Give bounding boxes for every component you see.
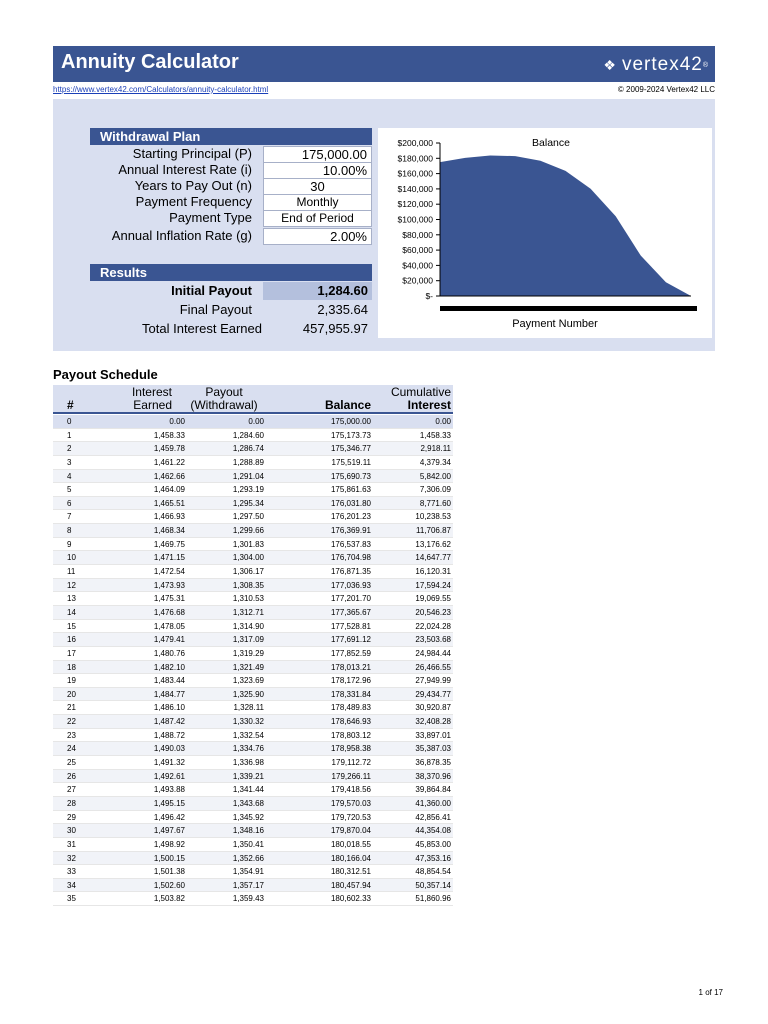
table-row [53,688,453,702]
balance-cell: 175,861.63 [330,485,371,495]
cumulative-interest-cell: 29,434.77 [415,689,451,699]
schedule-header [53,385,453,414]
balance-cell: 177,852.59 [330,648,371,658]
interest-earned-cell: 1,502.60 [153,880,185,890]
payout-cell: 1,321.49 [232,662,264,672]
row-number: 15 [67,621,76,631]
y-tick-label: $140,000 [397,183,433,194]
row-number: 31 [67,839,76,849]
payout-cell: 1,301.83 [232,539,264,549]
cumulative-interest-cell: 24,984.44 [415,648,451,658]
cumulative-interest-cell: 22,024.28 [415,621,451,631]
row-number: 27 [67,785,76,795]
balance-cell: 177,528.81 [330,621,371,631]
interest-earned-cell: 1,465.51 [153,498,185,508]
payout-cell: 1,330.32 [232,717,264,727]
balance-cell: 178,331.84 [330,689,371,699]
cumulative-interest-cell: 8,771.60 [419,498,451,508]
interest-earned-cell: 1,491.32 [153,758,185,768]
balance-cell: 179,112.72 [331,758,371,768]
interest-earned-cell: 1,475.31 [153,594,185,604]
cumulative-interest-cell: 1,458.33 [419,430,451,440]
balance-cell: 179,418.56 [330,785,371,795]
interest-earned-cell: 1,483.44 [153,676,185,686]
payout-cell: 1,357.17 [232,880,264,890]
balance-cell: 176,704.98 [330,553,371,563]
payout-cell: 1,339.21 [232,771,264,781]
cumulative-interest-cell: 41,360.00 [415,798,451,808]
row-number: 7 [67,512,72,522]
logo-mark-icon: ❖ [603,56,616,73]
cumulative-interest-cell: 11,706.87 [416,526,451,536]
balance-chart [378,128,712,338]
payment-type-label: Payment Type [169,210,252,225]
row-number: 24 [67,744,76,754]
interest-earned-cell: 1,459.78 [153,444,185,454]
table-row [53,620,453,634]
row-number: 35 [67,894,76,904]
interest-earned-cell: 1,498.92 [153,839,185,849]
payout-cell: 1,328.11 [233,703,264,713]
balance-cell: 175,000.00 [330,417,371,426]
payment-frequency-label: Payment Frequency [135,194,252,209]
cumulative-interest-cell: 7,306.09 [419,485,451,495]
payout-cell: 1,341.44 [232,785,264,795]
col-header-payout-bottom: (Withdrawal) [190,398,258,412]
balance-cell: 180,457.94 [330,880,371,890]
payout-cell: 1,317.09 [232,635,264,645]
starting-principal-label: Starting Principal (P) [132,146,252,161]
cumulative-interest-cell: 16,120.31 [415,567,451,577]
cumulative-interest-cell: 17,594.24 [415,580,451,590]
interest-earned-cell: 0.00 [169,417,185,426]
payout-cell: 1,325.90 [232,689,264,699]
row-number: 29 [67,812,76,822]
row-number: 9 [67,539,72,549]
table-row [53,811,453,825]
row-number: 10 [67,553,76,563]
col-header-number: # [67,398,74,412]
interest-earned-cell: 1,466.93 [153,512,185,522]
cumulative-interest-cell: 0.00 [435,417,451,426]
balance-cell: 178,013.21 [330,662,371,672]
table-row [53,483,453,497]
payout-cell: 1,314.90 [232,621,264,631]
y-tick-label: $40,000 [402,260,433,271]
row-number: 11 [67,567,76,577]
table-row [53,756,453,770]
table-row [53,592,453,606]
table-row [53,783,453,797]
table-row [53,429,453,443]
interest-earned-cell: 1,501.38 [153,867,185,877]
balance-cell: 178,646.93 [330,717,371,727]
interest-rate-label: Annual Interest Rate (i) [118,162,252,177]
cumulative-interest-cell: 44,354.08 [415,826,451,836]
row-number: 14 [67,607,76,617]
balance-cell: 175,346.77 [330,444,371,454]
payout-schedule-title: Payout Schedule [53,367,158,382]
row-number: 32 [67,853,76,863]
row-number: 28 [67,798,76,808]
row-number: 8 [67,526,72,536]
interest-earned-cell: 1,488.72 [153,730,185,740]
calculator-url-link[interactable]: https://www.vertex42.com/Calculators/annuity-calculator.html [53,85,269,94]
col-header-cumulative-bottom: Interest [407,398,451,412]
payout-cell: 1,350.41 [232,839,264,849]
balance-cell: 180,312.51 [330,867,371,877]
table-row [53,879,453,893]
balance-cell: 177,365.67 [330,607,371,617]
table-row [53,852,453,866]
balance-cell: 175,690.73 [330,471,371,481]
row-number: 6 [67,498,72,508]
interest-earned-cell: 1,461.22 [153,457,185,467]
interest-earned-cell: 1,464.09 [153,485,185,495]
interest-earned-cell: 1,473.93 [153,580,185,590]
payout-cell: 1,336.98 [232,758,264,768]
payout-cell: 1,345.92 [232,812,264,822]
row-number: 17 [67,648,76,658]
interest-earned-cell: 1,493.88 [153,785,185,795]
row-number: 5 [67,485,72,495]
payout-cell: 1,308.35 [232,580,264,590]
interest-earned-cell: 1,487.42 [153,717,185,727]
final-payout-value: 2,335.64 [317,302,368,317]
cumulative-interest-cell: 51,860.96 [415,894,451,904]
cumulative-interest-cell: 13,176.62 [415,539,451,549]
row-number: 13 [67,594,76,604]
balance-chart-svg [378,128,712,338]
balance-cell: 178,489.83 [330,703,371,713]
page-number: 1 of 17 [698,988,723,997]
row-number: 0 [67,417,72,426]
col-header-interest-bottom: Earned [133,398,172,412]
payout-cell: 1,306.17 [232,567,264,577]
vertex42-logo [603,54,709,76]
interest-earned-cell: 1,496.42 [153,812,185,822]
initial-payout-label: Initial Payout [171,283,252,298]
cumulative-interest-cell: 19,069.55 [415,594,451,604]
table-row [53,892,453,906]
years-to-pay-input[interactable]: 30 [263,178,372,195]
balance-cell: 176,537.83 [330,539,371,549]
cumulative-interest-cell: 47,353.16 [415,853,451,863]
interest-earned-cell: 1,480.76 [153,648,185,658]
payout-cell: 1,332.54 [232,730,264,740]
total-interest-label: Total Interest Earned [142,321,262,336]
row-number: 19 [67,676,76,686]
table-row [53,715,453,729]
balance-cell: 178,172.96 [330,676,371,686]
table-row [53,579,453,593]
table-row [53,538,453,552]
table-row [53,797,453,811]
table-row [53,415,453,429]
balance-area-series [440,156,691,296]
starting-principal-input[interactable]: 175,000.00 [263,146,372,163]
interest-earned-cell: 1,469.75 [153,539,185,549]
interest-earned-cell: 1,492.61 [153,771,185,781]
interest-earned-cell: 1,486.10 [153,703,185,713]
table-row [53,674,453,688]
interest-earned-cell: 1,479.41 [153,635,185,645]
y-tick-label: $160,000 [397,168,433,179]
cumulative-interest-cell: 38,370.96 [415,771,451,781]
balance-cell: 176,369.91 [330,526,371,536]
table-row [53,770,453,784]
cumulative-interest-cell: 27,949.99 [415,676,451,686]
payout-cell: 1,295.34 [232,498,264,508]
balance-cell: 179,870.04 [330,826,371,836]
balance-cell: 177,201.70 [330,594,371,604]
col-header-interest-top: Interest [131,385,172,399]
y-tick-label: $120,000 [397,199,433,210]
table-row [53,633,453,647]
row-number: 34 [67,880,76,890]
cumulative-interest-cell: 10,238.53 [415,512,451,522]
payout-cell: 1,323.69 [232,676,264,686]
payout-cell: 1,291.04 [232,471,264,481]
balance-cell: 176,031.80 [330,498,371,508]
page-title: Annuity Calculator [61,51,239,73]
cumulative-interest-cell: 2,918.11 [420,444,451,454]
copyright-notice: © 2009-2024 Vertex42 LLC [617,85,715,94]
x-tick-labels-band [440,306,697,311]
table-row [53,838,453,852]
total-interest-value: 457,955.97 [302,321,368,336]
table-row [53,565,453,579]
interest-earned-cell: 1,482.10 [153,662,185,672]
row-number: 1 [67,430,72,440]
cumulative-interest-cell: 20,546.23 [415,607,451,617]
payout-cell: 1,334.76 [232,744,264,754]
final-payout-label: Final Payout [179,302,252,317]
payout-cell: 1,310.53 [232,594,264,604]
balance-cell: 176,871.35 [330,567,371,577]
balance-cell: 180,602.33 [330,894,371,904]
row-number: 4 [67,471,72,481]
interest-earned-cell: 1,500.15 [153,853,185,863]
interest-earned-cell: 1,484.77 [153,689,185,699]
row-number: 18 [67,662,76,672]
y-tick-label: $60,000 [402,245,433,256]
payout-cell: 1,304.00 [232,553,264,563]
interest-earned-cell: 1,471.15 [153,553,185,563]
col-header-payout-top: Payout [205,385,243,399]
payout-cell: 0.00 [248,417,264,426]
payout-cell: 1,297.50 [232,512,264,522]
cumulative-interest-cell: 42,856.41 [415,812,451,822]
cumulative-interest-cell: 50,357.14 [415,880,451,890]
payout-cell: 1,343.68 [232,798,264,808]
col-header-balance: Balance [324,398,371,412]
payout-cell: 1,288.89 [232,457,264,467]
balance-cell: 180,166.04 [330,853,371,863]
balance-cell: 179,720.53 [330,812,371,822]
cumulative-interest-cell: 23,503.68 [415,635,451,645]
logo-trademark: ® [702,61,709,69]
cumulative-interest-cell: 26,466.55 [415,662,451,672]
x-axis-label: Payment Number [512,318,598,330]
schedule-table-body [53,415,453,906]
col-header-cumulative-top: Cumulative [390,385,451,399]
table-row [53,742,453,756]
payout-cell: 1,284.60 [232,430,264,440]
payout-cell: 1,312.71 [232,607,264,617]
balance-cell: 175,519.11 [331,457,371,467]
table-row [53,524,453,538]
table-row [53,865,453,879]
row-number: 25 [67,758,76,768]
results-heading: Results [90,264,372,281]
table-row [53,606,453,620]
interest-earned-cell: 1,462.66 [153,471,185,481]
cumulative-interest-cell: 36,878.35 [415,758,451,768]
logo-wordmark: vertex42 [621,54,703,75]
chart-title: Balance [532,137,570,149]
interest-earned-cell: 1,478.05 [153,621,185,631]
row-number: 21 [67,703,76,713]
payout-cell: 1,319.29 [232,648,264,658]
y-tick-label: $200,000 [397,138,433,148]
inflation-rate-input[interactable]: 2.00% [263,228,372,245]
table-row [53,470,453,484]
cumulative-interest-cell: 35,387.03 [415,744,451,754]
table-row [53,661,453,675]
payout-cell: 1,354.91 [232,867,264,877]
table-row [53,456,453,470]
y-tick-label: $- [425,291,433,301]
table-row [53,701,453,715]
balance-cell: 179,266.11 [331,771,371,781]
cumulative-interest-cell: 30,920.87 [415,703,451,713]
cumulative-interest-cell: 5,842.00 [419,471,451,481]
table-row [53,729,453,743]
row-number: 22 [67,717,76,727]
balance-cell: 175,173.73 [330,430,371,440]
cumulative-interest-cell: 32,408.28 [415,717,451,727]
y-tick-label: $20,000 [402,275,433,286]
interest-earned-cell: 1,468.34 [153,526,185,536]
payout-cell: 1,359.43 [232,894,264,904]
interest-earned-cell: 1,490.03 [153,744,185,754]
y-tick-label: $100,000 [397,214,433,225]
years-to-pay-label: Years to Pay Out (n) [134,178,252,193]
table-row [53,497,453,511]
payout-cell: 1,352.66 [232,853,264,863]
balance-cell: 179,570.03 [330,798,371,808]
balance-cell: 178,803.12 [330,730,371,740]
payout-cell: 1,286.74 [232,444,264,454]
initial-payout-value: 1,284.60 [263,282,372,300]
url-bar [53,84,715,98]
balance-cell: 180,018.55 [330,839,371,849]
withdrawal-plan-heading: Withdrawal Plan [90,128,372,145]
inflation-rate-label: Annual Inflation Rate (g) [111,228,252,243]
row-number: 16 [67,635,76,645]
row-number: 26 [67,771,76,781]
row-number: 20 [67,689,76,699]
payout-cell: 1,348.16 [232,826,264,836]
y-tick-label: $80,000 [402,229,433,240]
interest-earned-cell: 1,458.33 [153,430,185,440]
table-row [53,510,453,524]
y-tick-label: $180,000 [397,153,433,164]
table-row [53,442,453,456]
cumulative-interest-cell: 4,379.34 [419,457,451,467]
payment-type-select[interactable]: End of Period [263,210,372,227]
interest-earned-cell: 1,497.67 [153,826,185,836]
balance-cell: 176,201.23 [330,512,371,522]
balance-cell: 177,036.93 [330,580,371,590]
row-number: 33 [67,867,76,877]
cumulative-interest-cell: 48,854.54 [415,867,451,877]
cumulative-interest-cell: 33,897.01 [415,730,451,740]
payout-cell: 1,293.19 [232,485,264,495]
interest-rate-input[interactable]: 10.00% [263,162,372,179]
balance-cell: 177,691.12 [330,635,371,645]
interest-earned-cell: 1,495.15 [153,798,185,808]
table-row [53,824,453,838]
interest-earned-cell: 1,503.82 [153,894,185,904]
row-number: 30 [67,826,76,836]
table-row [53,551,453,565]
row-number: 12 [67,580,76,590]
cumulative-interest-cell: 14,647.77 [415,553,451,563]
cumulative-interest-cell: 45,853.00 [415,839,451,849]
interest-earned-cell: 1,472.54 [153,567,185,577]
cumulative-interest-cell: 39,864.84 [415,785,451,795]
balance-cell: 178,958.38 [330,744,371,754]
payment-frequency-select[interactable]: Monthly [263,194,372,211]
payout-cell: 1,299.66 [232,526,264,536]
row-number: 3 [67,457,72,467]
row-number: 23 [67,730,76,740]
table-row [53,647,453,661]
title-banner [53,46,715,82]
interest-earned-cell: 1,476.68 [153,607,185,617]
row-number: 2 [67,444,72,454]
